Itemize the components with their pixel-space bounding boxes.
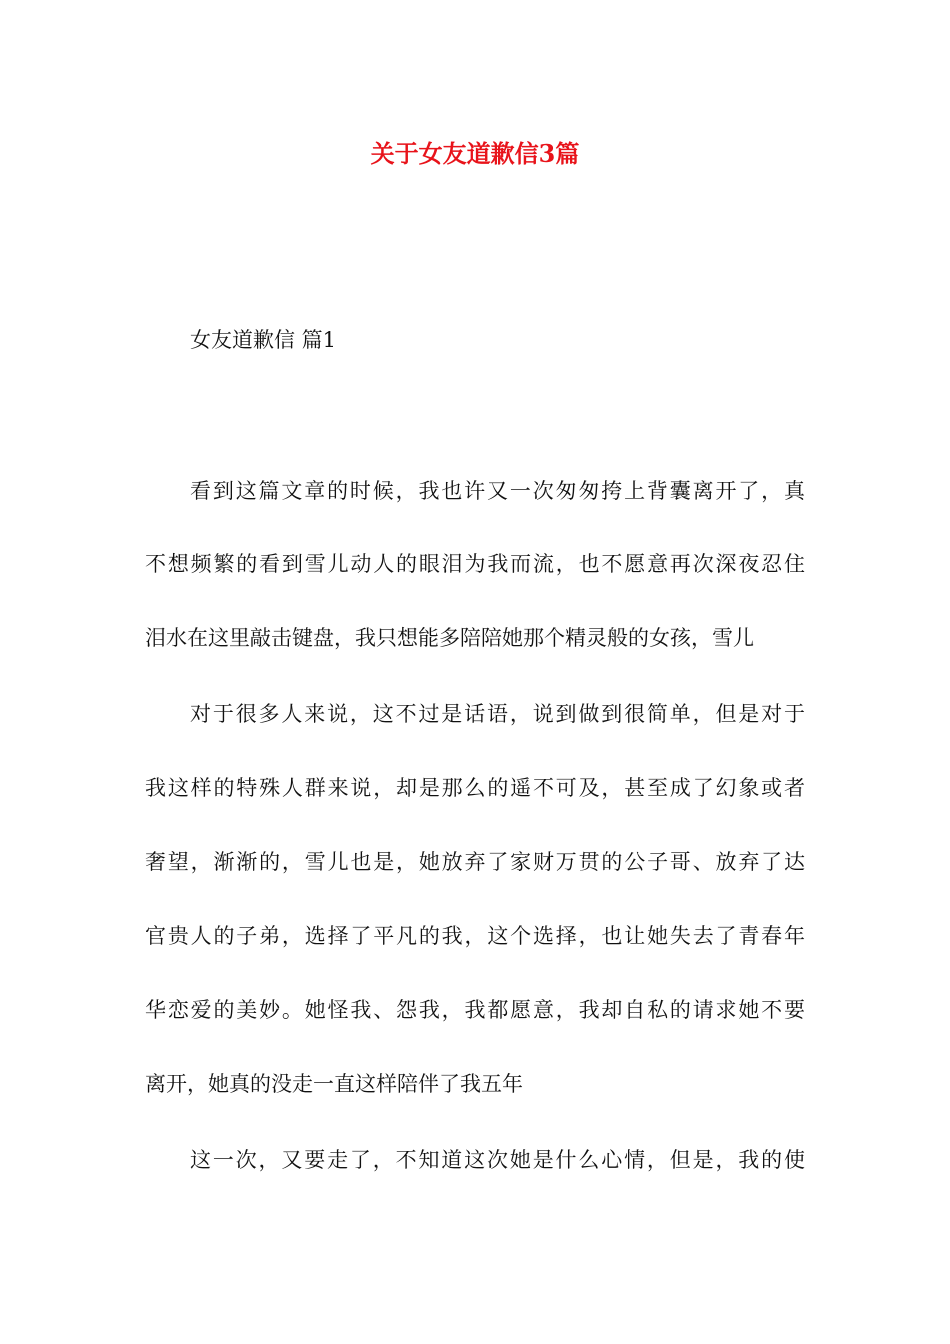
paragraph-line: 华恋爱的美妙。她怪我、怨我，我都愿意，我却自私的请求她不要 xyxy=(145,998,805,1022)
paragraph-line: 官贵人的子弟，选择了平凡的我，这个选择，也让她失去了青春年 xyxy=(145,924,805,948)
paragraph-line: 不想频繁的看到雪儿动人的眼泪为我而流，也不愿意再次深夜忍住 xyxy=(145,552,805,576)
paragraph-line: 泪水在这里敲击键盘，我只想能多陪陪她那个精灵般的女孩，雪儿 xyxy=(145,626,754,650)
paragraph-line: 我这样的特殊人群来说，却是那么的遥不可及，甚至成了幻象或者 xyxy=(145,776,805,800)
paragraph-line: 离开，她真的没走一直这样陪伴了我五年 xyxy=(145,1072,523,1096)
paragraph-line: 这一次，又要走了，不知道这次她是什么心情，但是，我的使 xyxy=(190,1148,805,1172)
paragraph-line: 对于很多人来说，这不过是话语，说到做到很简单，但是对于 xyxy=(190,702,805,726)
section-heading: 女友道歉信 篇1 xyxy=(190,328,337,352)
paragraph-line: 看到这篇文章的时候，我也许又一次匆匆挎上背囊离开了，真 xyxy=(190,479,805,503)
document-title: 关于女友道歉信3篇 xyxy=(370,139,580,168)
paragraph-line: 奢望，渐渐的，雪儿也是，她放弃了家财万贯的公子哥、放弃了达 xyxy=(145,850,805,874)
